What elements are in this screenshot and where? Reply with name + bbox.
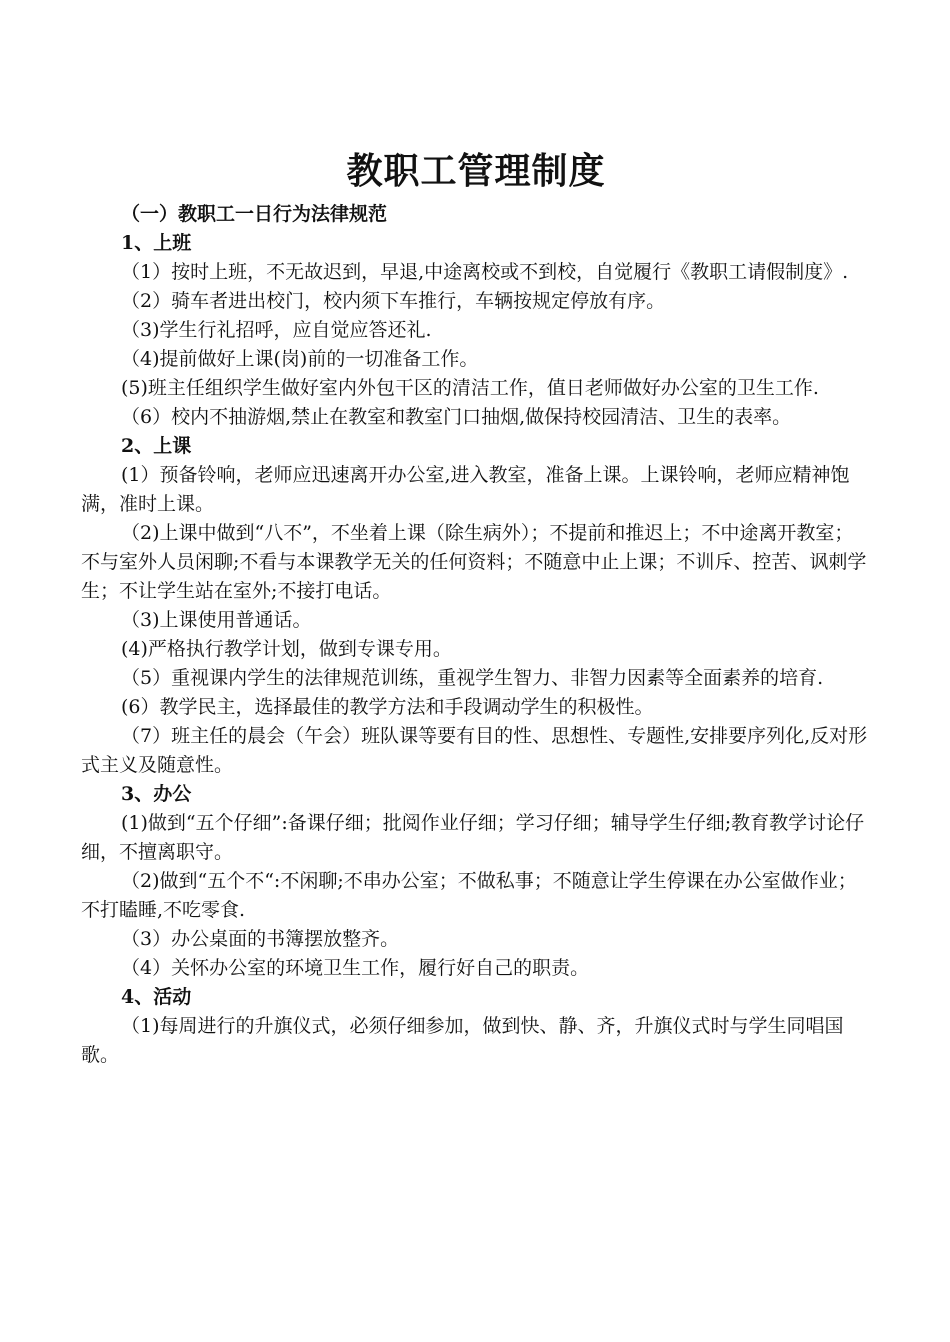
paragraph: （3)上课使用普通话。 (121, 609, 312, 631)
paragraph: (6）教学民主，选择最佳的教学方法和手段调动学生的积极性。 (121, 696, 654, 718)
subheading-huodong: 4、活动 (121, 986, 192, 1008)
paragraph: (5)班主任组织学生做好室内外包干区的清洁工作，值日老师做好办公室的卫生工作. (121, 377, 819, 399)
section-heading: （一）教职工一日行为法律规范 (121, 203, 388, 225)
subheading-shangke: 2、上课 (121, 435, 192, 457)
paragraph: （4）关怀办公室的环境卫生工作，履行好自己的职责。 (121, 957, 590, 979)
paragraph: （2)上课中做到“八不”，不坐着上课（除生病外）；不提前和推迟上；不中途离开教室；不与室外人员闲聊;不看与本课教学无关的任何资料；不随意中止上课；不训斥、控苦、讽刺学生；不让学生站在室外;不接打电话。 (81, 522, 867, 602)
paragraph: （2)做到“五个不“:不闲聊;不串办公室；不做私事；不随意让学生停课在办公室做作业；不打瞌睡,不吃零食. (81, 870, 857, 921)
paragraph: （1)每周进行的升旗仪式，必须仔细参加，做到快、静、齐，升旗仪式时与学生同唱国歌。 (81, 1015, 844, 1066)
document-title: 教职工管理制度 (346, 151, 606, 192)
paragraph: (4)严格执行教学计划，做到专课专用。 (121, 638, 452, 660)
paragraph: （3)学生行礼招呼，应自觉应答还礼. (121, 319, 432, 341)
paragraph: （1）按时上班，不无故迟到，早退,中途离校或不到校，自觉履行《教职工请假制度》. (121, 261, 849, 283)
paragraph: (1)做到“五个仔细”:备课仔细；批阅作业仔细；学习仔细；辅导学生仔细;教育教学讨论仔细，不擅离职守。 (81, 812, 865, 863)
paragraph: （5）重视课内学生的法律规范训练，重视学生智力、非智力因素等全面素养的培育. (121, 667, 824, 689)
paragraph: （6）校内不抽游烟,禁止在教室和教室门口抽烟,做保持校园清洁、卫生的表率。 (121, 406, 792, 428)
paragraph: (1）预备铃响，老师应迅速离开办公室,进入教室，准备上课。上课铃响，老师应精神饱满，准时上课。 (81, 464, 850, 515)
paragraph: （4)提前做好上课(岗)前的一切准备工作。 (121, 348, 479, 370)
paragraph: （7）班主任的晨会（午会）班队课等要有目的性、思想性、专题性,安排要序列化,反对形式主义及随意性。 (81, 725, 868, 776)
subheading-bangong: 3、办公 (121, 783, 192, 805)
paragraph: （2）骑车者进出校门，校内须下车推行，车辆按规定停放有序。 (121, 290, 666, 312)
subheading-shangban: 1、上班 (121, 232, 192, 254)
paragraph: （3）办公桌面的书簿摆放整齐。 (121, 928, 400, 950)
document-body (81, 150, 871, 1070)
